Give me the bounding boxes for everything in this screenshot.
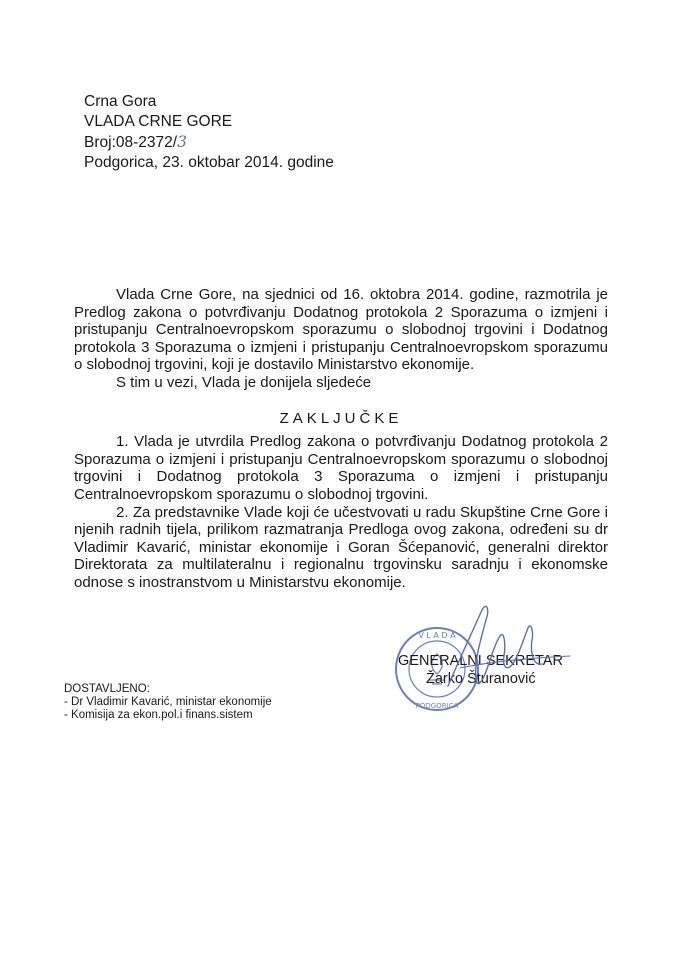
svg-text:PODGORICA: PODGORICA [415, 702, 459, 710]
reference-prefix: Broj:08-2372/ [84, 134, 178, 151]
svg-text:V L A D A: V L A D A [418, 631, 456, 640]
distribution-heading: DOSTAVLJENO: [64, 683, 150, 695]
distribution-item: - Komisija za ekon.pol.i finans.sistem [64, 709, 253, 721]
country-name: Crna Gora [84, 93, 157, 110]
place-date: Podgorica, 23. oktobar 2014. godine [84, 154, 334, 171]
signatory-role: GENERALNI SEKRETAR [398, 653, 563, 669]
distribution-item: - Dr Vladimir Kavarić, ministar ekonomije [64, 696, 272, 708]
document-header [84, 92, 334, 173]
reference-handwritten-suffix: 3 [177, 133, 187, 151]
document-body [74, 286, 608, 592]
intro-paragraph: Vlada Crne Gore, na sjednici od 16. oktobra 2014. godine, razmotrila je Predlog zakona o potvrđivanju Dodatnog protokola 2 Sporazuma o izmjeni i pristupanju Centralnoevropskom sporazumu o slobodnoj trgovini i Dodatnog protokola 3 Sporazuma o izmjeni i pristupanju Centralnoevropskom sporazumu o slobodnoj trgovini, koji je dostavilo Ministarstvo ekonomije. [74, 286, 608, 374]
handwritten-signature [430, 598, 590, 708]
transition-paragraph: S tim u vezi, Vlada je donijela sljedeće [116, 373, 372, 391]
conclusion-2: 2. Za predstavnike Vlade koji će učestvovati u radu Skupštine Crne Gore i njenih radnih tijela, prilikom razmatranja Predloga ovog zakona, određeni su dr Vladimir Kavarić, ministar ekonomije i Goran Šćepanović, generalni direktor Direktorata za multilateralnu i regionalnu trgovinsku saradnju i ekonomske odnose s inostranstvom u Ministarstvu ekonomije. [74, 503, 608, 591]
conclusions-title: ZAKLJUČKE [279, 409, 403, 427]
reference-number [84, 132, 334, 153]
conclusion-1: 1. Vlada je utvrdila Predlog zakona o potvrđivanju Dodatnog protokola 2 Sporazuma o izmjeni i pristupanju Centralnoevropskom sporazumu o slobodnoj trgovini i Dodatnog protokola 3 Sporazuma o izmjeni i pristupanju Centralnoevropskom sporazumu o slobodnoj trgovini. [74, 433, 608, 503]
government-name: VLADA CRNE GORE [84, 113, 233, 130]
signatory-name: Žarko Šturanović [426, 671, 536, 687]
distribution-list [64, 683, 272, 722]
